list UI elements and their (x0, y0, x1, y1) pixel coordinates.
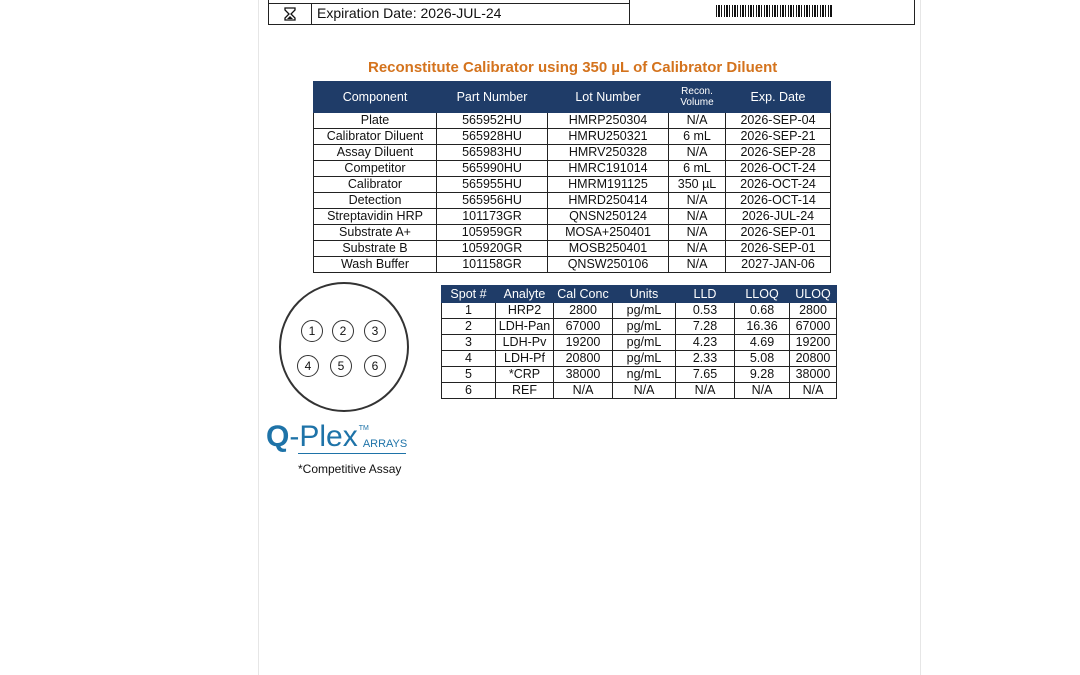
table-cell: 67000 (790, 319, 837, 335)
table-row (442, 367, 837, 383)
table-cell: ng/mL (613, 367, 676, 383)
table-cell: Wash Buffer (314, 257, 437, 273)
table-row (314, 129, 831, 145)
table-cell: 565952HU (437, 113, 548, 129)
table-cell: 565983HU (437, 145, 548, 161)
column-header: Exp. Date (726, 82, 831, 113)
table-cell: 16.36 (735, 319, 790, 335)
table-cell: 38000 (790, 367, 837, 383)
table-cell: 6 (442, 383, 496, 399)
hourglass-icon (269, 3, 312, 24)
table-cell: 5.08 (735, 351, 790, 367)
paper-right-edge (920, 0, 921, 675)
table-cell: 19200 (790, 335, 837, 351)
spot-marker: 1 (301, 320, 323, 342)
table-cell: 2026-OCT-24 (726, 161, 831, 177)
table-cell: 565990HU (437, 161, 548, 177)
table-cell: pg/mL (613, 319, 676, 335)
table-row (314, 225, 831, 241)
barcode-image (716, 5, 832, 17)
table-cell: 2026-JUL-24 (726, 209, 831, 225)
logo-underline (298, 453, 406, 454)
table-cell: Detection (314, 193, 437, 209)
table-cell: MOSA+250401 (548, 225, 669, 241)
table-cell: 38000 (554, 367, 613, 383)
table-cell: N/A (735, 383, 790, 399)
table-cell: 2027-JAN-06 (726, 257, 831, 273)
spot-analyte-table (441, 285, 837, 399)
column-header: LLD (676, 286, 735, 303)
table-cell: MOSB250401 (548, 241, 669, 257)
table-cell: Streptavidin HRP (314, 209, 437, 225)
table-cell: Plate (314, 113, 437, 129)
table-cell: 1 (442, 303, 496, 319)
table-cell: LDH-Pf (496, 351, 554, 367)
table-cell: 6 mL (669, 129, 726, 145)
table-row (442, 383, 837, 399)
column-header: Recon. Volume (669, 82, 726, 113)
table-cell: 2026-SEP-28 (726, 145, 831, 161)
table-cell: N/A (669, 225, 726, 241)
qplex-logo (266, 420, 407, 454)
table-cell: 565955HU (437, 177, 548, 193)
table-cell: HMRU250321 (548, 129, 669, 145)
table-cell: HMRV250328 (548, 145, 669, 161)
table-cell: 20800 (790, 351, 837, 367)
table-cell: HMRD250414 (548, 193, 669, 209)
table-cell: 2800 (554, 303, 613, 319)
table-cell: N/A (669, 209, 726, 225)
table-cell: QNSW250106 (548, 257, 669, 273)
table-row (314, 161, 831, 177)
table-row (314, 145, 831, 161)
table-cell: Assay Diluent (314, 145, 437, 161)
table-cell: 7.28 (676, 319, 735, 335)
spot-marker: 2 (332, 320, 354, 342)
table-cell: 9.28 (735, 367, 790, 383)
table-cell: 4.69 (735, 335, 790, 351)
logo-plex: -Plex (289, 420, 358, 453)
table-cell: 101158GR (437, 257, 548, 273)
spot-marker: 6 (364, 355, 386, 377)
column-header: Part Number (437, 82, 548, 113)
plate-well-diagram (279, 282, 409, 412)
table-cell: 20800 (554, 351, 613, 367)
logo-trademark: TM (358, 425, 369, 432)
table-cell: LDH-Pan (496, 319, 554, 335)
table-cell: Competitor (314, 161, 437, 177)
table-cell: 350 µL (669, 177, 726, 193)
table-cell: N/A (669, 241, 726, 257)
table-row (314, 257, 831, 273)
table-cell: N/A (669, 145, 726, 161)
column-header: LLOQ (735, 286, 790, 303)
table-cell: 2026-SEP-01 (726, 225, 831, 241)
table-cell: 2026-OCT-14 (726, 193, 831, 209)
table-cell: Substrate B (314, 241, 437, 257)
spot-marker: 5 (330, 355, 352, 377)
table-cell: 101173GR (437, 209, 548, 225)
reconstitution-instruction: Reconstitute Calibrator using 350 µL of Calibrator Diluent (368, 59, 778, 76)
column-header: Spot # (442, 286, 496, 303)
column-header: ULOQ (790, 286, 837, 303)
table-row (314, 241, 831, 257)
table-cell: 0.68 (735, 303, 790, 319)
table-cell: 6 mL (669, 161, 726, 177)
table-cell: 19200 (554, 335, 613, 351)
table-cell: 2026-SEP-21 (726, 129, 831, 145)
table-cell: N/A (554, 383, 613, 399)
table-row (314, 209, 831, 225)
table-cell: 2026-SEP-01 (726, 241, 831, 257)
table-cell: pg/mL (613, 335, 676, 351)
column-header: Analyte (496, 286, 554, 303)
table-cell: 3 (442, 335, 496, 351)
table-cell: HMRC191014 (548, 161, 669, 177)
table-cell: 2 (442, 319, 496, 335)
components-table (313, 81, 831, 273)
table-cell: pg/mL (613, 351, 676, 367)
paper-left-edge (258, 0, 259, 675)
table-cell: Calibrator Diluent (314, 129, 437, 145)
column-header: Component (314, 82, 437, 113)
table-row (314, 177, 831, 193)
table-cell: 105920GR (437, 241, 548, 257)
table-row (442, 351, 837, 367)
divider (269, 3, 629, 4)
footnote: *Competitive Assay (298, 462, 402, 476)
table-cell: 67000 (554, 319, 613, 335)
table-row (442, 303, 837, 319)
column-header: Cal Conc (554, 286, 613, 303)
column-header: Units (613, 286, 676, 303)
table-row (314, 113, 831, 129)
table-cell: 2800 (790, 303, 837, 319)
table-cell: N/A (669, 113, 726, 129)
table-cell: Calibrator (314, 177, 437, 193)
table-cell: 2026-SEP-04 (726, 113, 831, 129)
table-cell: N/A (676, 383, 735, 399)
table-cell: 2.33 (676, 351, 735, 367)
table-cell: REF (496, 383, 554, 399)
table-cell: 7.65 (676, 367, 735, 383)
table-cell: N/A (613, 383, 676, 399)
table-cell: Substrate A+ (314, 225, 437, 241)
table-cell: N/A (669, 257, 726, 273)
table-cell: HRP2 (496, 303, 554, 319)
table-row (442, 335, 837, 351)
table-cell: pg/mL (613, 303, 676, 319)
logo-q: Q (266, 420, 290, 453)
table-cell: QNSN250124 (548, 209, 669, 225)
table-cell: HMRP250304 (548, 113, 669, 129)
spot-marker: 3 (364, 320, 386, 342)
table-cell: 2026-OCT-24 (726, 177, 831, 193)
table-cell: 5 (442, 367, 496, 383)
table-cell: HMRM191125 (548, 177, 669, 193)
table-row (442, 319, 837, 335)
table-cell: 105959GR (437, 225, 548, 241)
table-cell: 0.53 (676, 303, 735, 319)
table-cell: 4.23 (676, 335, 735, 351)
table-cell: *CRP (496, 367, 554, 383)
expiration-date: Expiration Date: 2026-JUL-24 (317, 5, 502, 21)
expiration-box (268, 0, 630, 25)
table-row (314, 193, 831, 209)
table-cell: 565956HU (437, 193, 548, 209)
logo-arrays: ARRAYS (362, 438, 408, 450)
table-cell: 565928HU (437, 129, 548, 145)
table-cell: N/A (790, 383, 837, 399)
table-cell: LDH-Pv (496, 335, 554, 351)
column-header: Lot Number (548, 82, 669, 113)
table-cell: N/A (669, 193, 726, 209)
spot-marker: 4 (297, 355, 319, 377)
table-cell: 4 (442, 351, 496, 367)
